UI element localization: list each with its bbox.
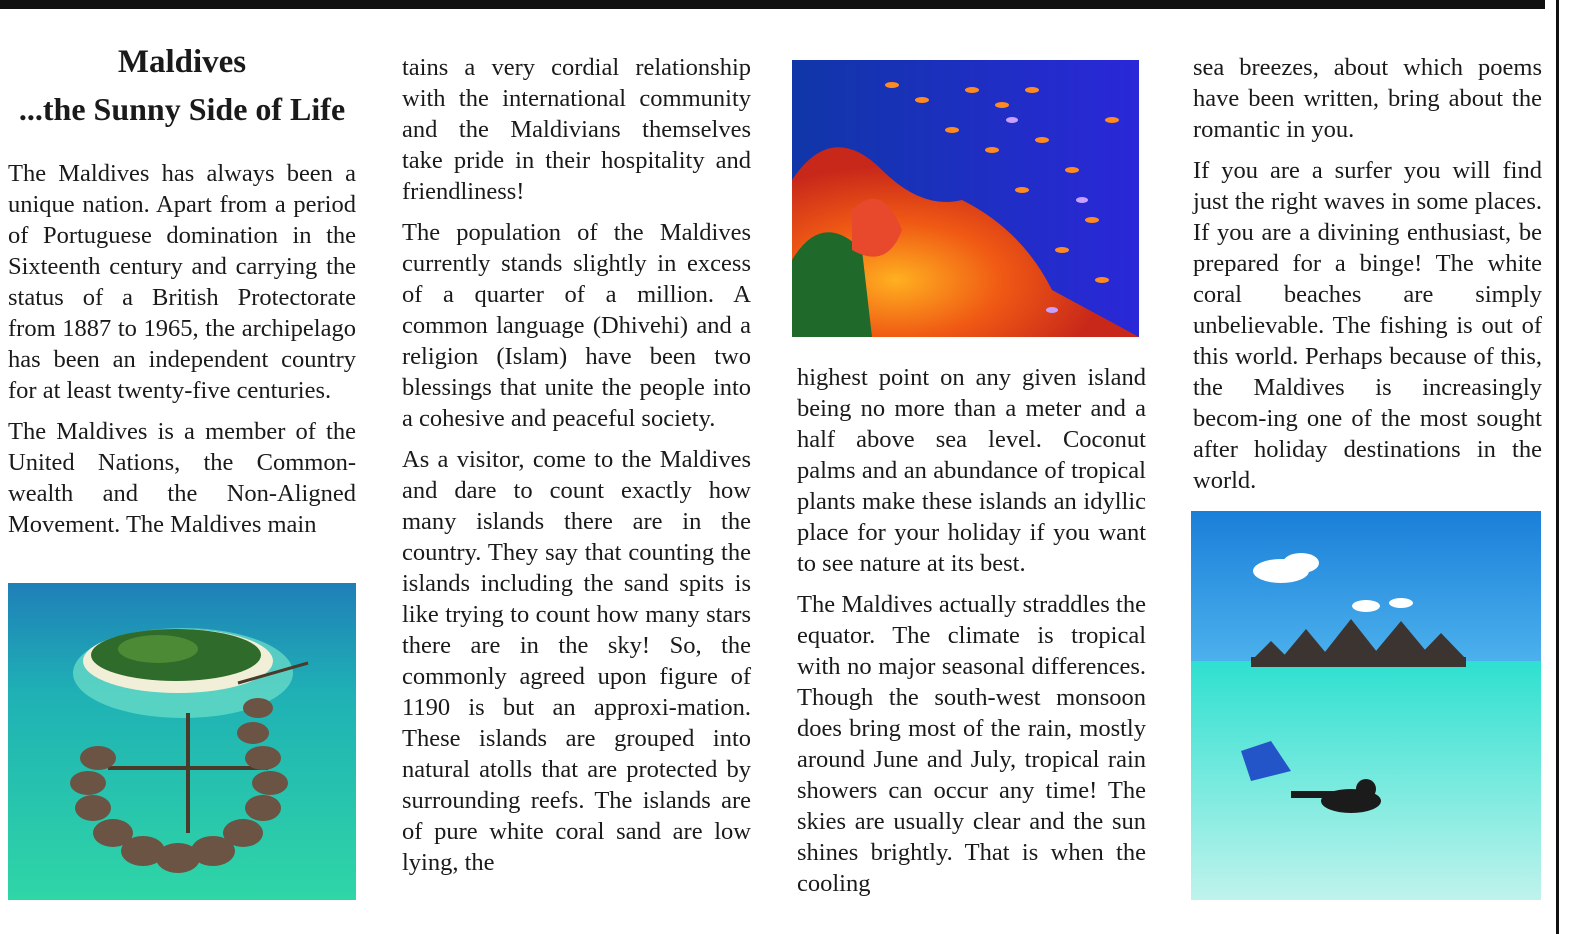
paragraph: sea breezes, about which poems have been written, bring about the romantic in you. bbox=[1193, 54, 1542, 143]
paragraph: The Maldives is a member of the United Nations, the Common-wealth and the Non-Aligned Movement. The Maldives main bbox=[8, 418, 356, 538]
snorkeler-photo bbox=[1191, 511, 1541, 900]
paragraph: highest point on any given island being no more than a meter and a half above sea level. Coconut palms and an abundance of tropical plants make these islands an idyllic place for your holiday if you want to see nature at its best. bbox=[797, 364, 1146, 577]
paragraph: As a visitor, come to the Maldives and dare to count exactly how many islands there are in the country. They say that counting the islands including the sand spits is like trying to count how many stars there are in the sky! So, the commonly agreed upon figure of 1190 is but an approxi-mation. These islands are grouped into natural atolls that are protected by surrounding reefs. The islands are of pure white coral sand are low lying, the bbox=[402, 446, 751, 876]
top-rule bbox=[0, 0, 1545, 9]
coral-reef-photo bbox=[792, 60, 1139, 337]
paragraph: The Maldives actually straddles the equator. The climate is tropical with no major seasonal differences. Though the south-west monsoon does bring most of the rain, mostly around June and July, tropical rain showers can occur any time! The skies are usually clear and the sun shines brightly. That is when the cooling bbox=[797, 591, 1146, 897]
right-rule bbox=[1556, 0, 1559, 934]
paragraph: The population of the Maldives currently stands slightly in excess of a quarter of a million. A common language (Dhivehi) and a religion (Islam) have been two blessings that unite the people into a cohesive and peaceful society. bbox=[402, 219, 751, 432]
island-resort-photo bbox=[8, 583, 356, 900]
column-4 bbox=[1193, 52, 1542, 506]
column-2 bbox=[402, 52, 751, 888]
article-title: Maldives bbox=[117, 44, 247, 80]
article-heading bbox=[8, 40, 356, 134]
paragraph: tains a very cordial relationship with the international community and the Maldivians themselves take pride in their hospitality and friendliness! bbox=[402, 54, 751, 205]
article-subtitle: ...the Sunny Side of Life bbox=[18, 91, 346, 127]
column-3 bbox=[797, 362, 1146, 909]
paragraph: The Maldives has always been a unique nation. Apart from a period of Portuguese domination in the Sixteenth century and carrying the status of a British Protectorate from 1887 to 1965, the archipelago has been an independent country for at least twenty-five centuries. bbox=[8, 160, 356, 404]
column-1 bbox=[8, 158, 356, 550]
paragraph: If you are a surfer you will find just the right waves in some places. If you are a divining enthusiast, be prepared for a binge! The white coral beaches are simply unbelievable. The fishing is out of this world. Perhaps because of this, the Maldives is increasingly becom-ing one of the most sought after holiday destinations in the world. bbox=[1193, 157, 1542, 494]
